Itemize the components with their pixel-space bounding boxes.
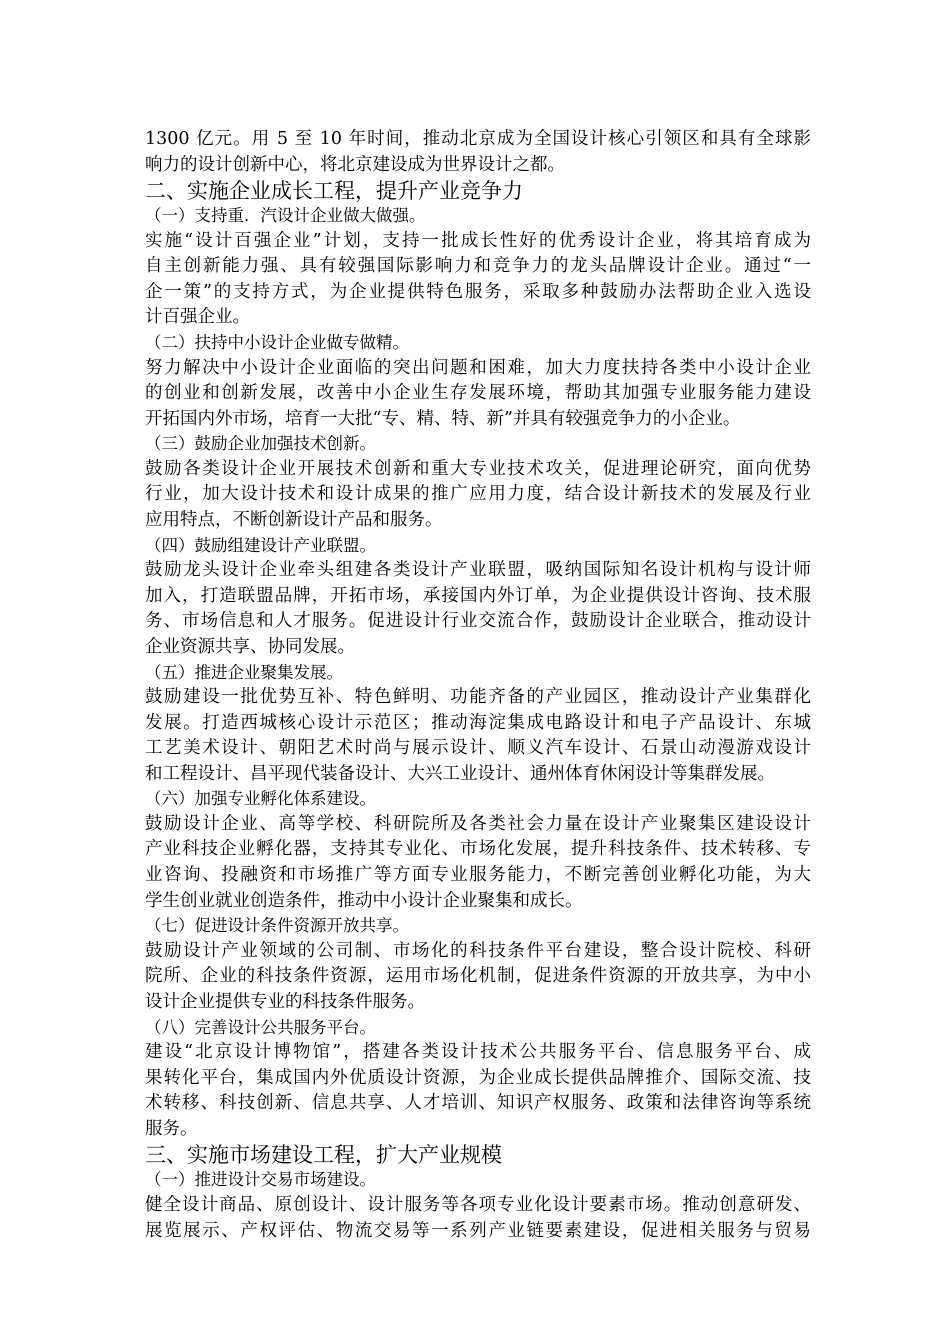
paragraph-line: 展览展示、产权评估、物流交易等一系列产业链要素建设，促进相关服务与贸易 xyxy=(145,1220,811,1241)
paragraph-line: 设计企业提供专业的科技条件服务。 xyxy=(145,991,425,1012)
paragraph-line: 开拓国内外市场，培育一大批“专、精、特、新”并具有较强竞争力的小企业。 xyxy=(145,408,741,429)
subsection-heading: （二）扶持中小设计企业做专做精。 xyxy=(145,333,409,353)
paragraph xyxy=(145,1193,811,1244)
document-page xyxy=(145,127,811,1244)
subsection-heading: （一）推进设计交易市场建设。 xyxy=(145,1170,376,1190)
paragraph-line: 响力的设计创新中心，将北京建设成为世界设计之都。 xyxy=(145,154,565,175)
paragraph-line: 实施“设计百强企业”计划，支持一批成长性好的优秀设计企业，将其培育成为 xyxy=(145,230,811,251)
paragraph xyxy=(145,229,811,331)
paragraph-line: 鼓励各类设计企业开展技术创新和重大专业技术攻关，促进理论研究，面向优势 xyxy=(145,458,811,479)
subsection-heading: （七）促进设计条件资源开放共享。 xyxy=(145,916,409,936)
paragraph xyxy=(145,457,811,534)
paragraph-line: 1300 亿元。用 5 至 10 年时间，推动北京成为全国设计核心引领区和具有全球影 xyxy=(145,129,811,149)
paragraph-line: 学生创业就业创造条件，推动中小设计企业聚集和成长。 xyxy=(145,890,583,911)
subsection-heading: （三）鼓励企业加强技术创新。 xyxy=(145,434,376,454)
paragraph xyxy=(145,558,811,660)
paragraph-line: 鼓励建设一批优势互补、特色鲜明、功能齐备的产业园区，推动设计产业集群化 xyxy=(145,687,811,707)
paragraph-line: 计百强企业。 xyxy=(145,307,250,328)
paragraph-line: 业咨询、投融资和市场推广等方面专业服务能力，不断完善创业孵化功能，为大 xyxy=(145,865,811,886)
paragraph-line: 术转移、科技创新、信息共享、人才培训、知识产权服务、政策和法律咨询等系统 xyxy=(145,1093,811,1114)
subsection-heading: （四）鼓励组建设计产业联盟。 xyxy=(145,535,376,555)
paragraph-line: 应用特点，不断创新设计产品和服务。 xyxy=(145,510,443,531)
paragraph-line: 企一策”的支持方式，为企业提供特色服务，采取多种鼓励办法帮助企业入选设 xyxy=(145,281,811,302)
paragraph-line: 院所、企业的科技条件资源，运用市场化机制，促进条件资源的开放共享，为中小 xyxy=(145,966,811,987)
subsection-heading: （五）推进企业聚集发展。 xyxy=(145,662,343,682)
paragraph-line: 行业，加大设计技术和设计成果的推广应用力度，结合设计新技术的发展及行业 xyxy=(145,484,811,505)
paragraph xyxy=(145,685,811,787)
subsection-heading: （八）完善设计公共服务平台。 xyxy=(145,1017,376,1037)
paragraph xyxy=(145,1040,811,1142)
paragraph-line: 鼓励设计企业、高等学校、科研院所及各类社会力量在设计产业聚集区建设设计 xyxy=(145,813,811,834)
paragraph-line: 产业科技企业孵化器，支持其专业化、市场化发展，提升科技条件、技术转移、专 xyxy=(145,839,811,860)
paragraph-line: 和工程设计、昌平现代装备设计、大兴工业设计、通州体育休闲设计等集群发展。 xyxy=(145,763,775,784)
paragraph-line: 鼓励设计产业领域的公司制、市场化的科技条件平台建设，整合设计院校、科研 xyxy=(145,940,811,961)
paragraph-line: 建设“北京设计博物馆”，搭建各类设计技术公共服务平台、信息服务平台、成 xyxy=(145,1042,811,1063)
subsection-heading: （一）支持重．汽设计企业做大做强。 xyxy=(145,206,426,226)
paragraph xyxy=(145,939,811,1016)
paragraph-line: 果转化平台，集成国内外优质设计资源，为企业成长提供品牌推介、国际交流、技 xyxy=(145,1067,811,1088)
paragraph xyxy=(145,812,811,914)
paragraph-line: 发展。打造西城核心设计示范区；推动海淀集成电路设计和电子产品设计、东城 xyxy=(145,712,811,733)
paragraph-line: 自主创新能力强、具有较强国际影响力和竞争力的龙头品牌设计企业。通过“一 xyxy=(145,256,811,277)
paragraph-line: 加入，打造联盟品牌，开拓市场，承接国内外订单，为企业提供设计咨询、技术服 xyxy=(145,585,811,606)
paragraph-line: 鼓励龙头设计企业牵头组建各类设计产业联盟，吸纳国际知名设计机构与设计师 xyxy=(145,560,811,581)
section-heading: 二、实施企业成长工程，提升产业竞争力 xyxy=(145,179,523,204)
paragraph xyxy=(145,356,811,433)
paragraph-line: 的创业和创新发展，改善中小企业生存发展环境，帮助其加强专业服务能力建设 xyxy=(145,383,811,404)
paragraph-line: 努力解决中小设计企业面临的突出问题和困难，加大力度扶持各类中小设计企业 xyxy=(145,357,811,378)
paragraph-line: 企业资源共享、协同发展。 xyxy=(145,636,355,657)
subsection-heading: （六）加强专业孵化体系建设。 xyxy=(145,789,376,809)
section-heading: 三、实施市场建设工程，扩大产业规模 xyxy=(145,1143,502,1168)
paragraph-line: 健全设计商品、原创设计、设计服务等各项专业化设计要素市场。推动创意研发、 xyxy=(145,1194,811,1215)
paragraph xyxy=(145,127,811,178)
paragraph-line: 务、市场信息和人才服务。促进设计行业交流合作，鼓励设计企业联合，推动设计 xyxy=(145,611,811,632)
paragraph-line: 服务。 xyxy=(145,1118,198,1139)
paragraph-line: 工艺美术设计、朝阳艺术时尚与展示设计、顺义汽车设计、石景山动漫游戏设计 xyxy=(145,738,811,759)
